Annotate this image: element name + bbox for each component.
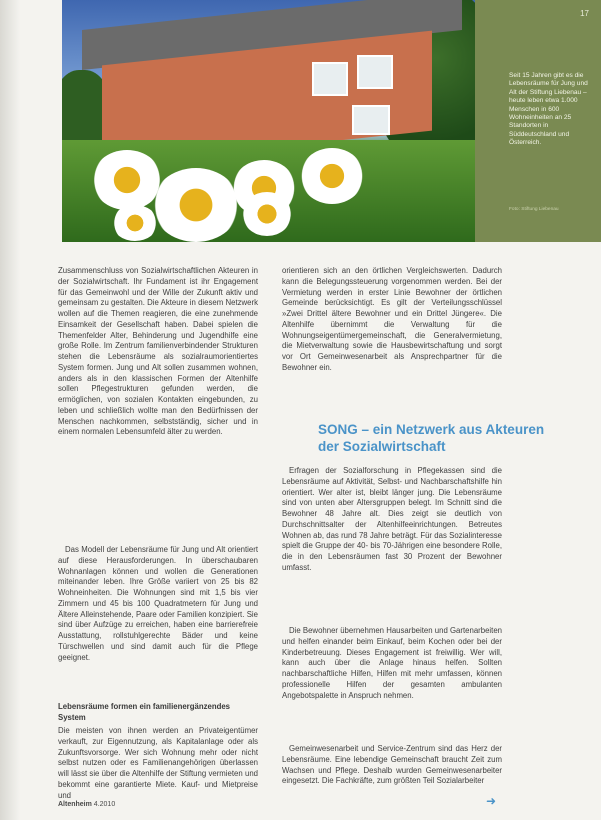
page-footer: [58, 801, 115, 808]
building-window: [312, 62, 348, 96]
daisy-flower: [152, 168, 240, 242]
article-column-right-bottom: [282, 466, 502, 798]
body-paragraph: Das Modell der Lebensräume für Jung und Alt orientiert auf diese Herausforderungen. In überschaubaren Wohnanlagen können und wollen die Generationen miteinander leben. Ihre Größe variiert von 25 bis 82 Wohneinheiten. Die Wohnungen sind mit 1,5 bis vier Zimmern und 45 bis 100 Quadratmetern für Jung und Ältere Alleinstehende, Paare oder Familien konzipiert. Sie sind über Aufzüge zu erreichen, haben eine barrierefreie Ausstattung, rollstuhlgerechte Bäder und keine Türschwellen und sind damit auch für die Pflege geeignet.: [58, 545, 258, 662]
building-window: [357, 55, 393, 89]
body-paragraph: Die meisten von ihnen werden an Privateigentümer verkauft, zur Eigennutzung, als Kapitalanlage oder als Zukunftsvorsorge. Wer sich Wohnung mehr oder nicht selbst nutzen oder es Familienangehörigen überlassen will lässt sie über die Altenhilfe der Stiftung vermieten und bekommt eine garantierte Miete. Kauf- und Mietpreise und: [58, 726, 258, 800]
building-photo: [62, 0, 475, 242]
article-column-right-top: [282, 266, 502, 394]
photo-caption: Seit 15 Jahren gibt es die Lebensräume für Jung und Alt der Stiftung Liebenau – heute leben etwa 1.000 Menschen in 600 Wohneinheiten an 25 Standorten in Süddeutschland und Österreich.: [509, 72, 588, 147]
body-paragraph: Gemeinwesenarbeit und Service-Zentrum sind das Herz der Lebensräume. Eine lebendige Gemeinschaft braucht Zeit zum Wachsen und Pflege. Deshalb wurden Gemeinwesenarbeiter eingesetzt. Die Fachkräfte, zum größten Teil Sozialarbeiter: [282, 744, 502, 786]
daisy-flower: [300, 148, 364, 204]
page-number: 17: [580, 9, 589, 18]
daisy-flower: [242, 192, 292, 236]
body-paragraph: Die Bewohner übernehmen Hausarbeiten und Gartenarbeiten und helfen einander beim Einkauf, beim Kochen oder bei der Kinderbetreuung. Dieses Engagement ist freiwillig. Wer will, kann auch über die Anlage hinaus helfen. Sollten nachbarschaftliche Hilfen, Hilfen mit mehr umfassen, können professionelle Hilfen der gesamten ambulanten Angebotspalette in Anspruch nehmen.: [282, 626, 502, 700]
building-window: [352, 105, 390, 135]
body-paragraph: orientieren sich an den örtlichen Vergleichswerten. Dadurch kann die Belegungssteuerung vorgenommen werden. Bei der Vermietung werden in erster Linie Bewohner der örtlichen Gemeinde berücksichtigt. Es gilt der Verteilungsschlüssel »Zwei Drittel ältere Bewohner und ein Drittel Jüngere«. Die Altenhilfe übernimmt die Verwaltung für die Wohnungseigentümergemeinschaft, die Generalvermietung, die Mietverwaltung sowie die Hausbewirtschaftung und sorgt vor Ort Gemeinwesenarbeit als Ansprechpartner für die Bewohner ein.: [282, 266, 502, 372]
arrow-right-icon[interactable]: ➜: [486, 794, 497, 808]
section-heading: SONG – ein Netzwerk aus Akteuren der Sozialwirtschaft: [318, 422, 545, 454]
issue-number: 4.2010: [93, 801, 116, 808]
body-paragraph: Zusammenschluss von Sozialwirtschaftlichen Akteuren in der Sozialwirtschaft. Ihr Fundament ist ihr Engagement für das Gemeinwohl und der Wille der Zukunft aktiv und gemeinsam zu gestalten. Die Akteure in diesem Netzwerk wollen auf die Themen reagieren, die eine zunehmende Einsamkeit der Gesellschaft haben. Dabei spielen die Themenfelder Alter, Behinderung und Jugendhilfe eine große Rolle. Im Zentrum familienverbindender Strukturen stehen die Lebensräume als sozialraumorientiertes System formen. Jung und Alt sollen zusammen wohnen, anders als in den klassischen Formen der Altenhilfe sollen Pflegestrukturen gefunden werden, die ermöglichen, von sozialen Kontakten eingebunden, zu leben und schließlich wollte man den Bedürfnissen der Menschen nachkommen, selbstständig, sicher und in einem normalen Lebensumfeld älter zu werden.: [58, 266, 258, 437]
page-fold-shadow: [0, 0, 20, 820]
photo-credit: Foto: Stiftung Liebenau: [509, 207, 559, 212]
daisy-flower: [112, 205, 158, 241]
magazine-name: Altenheim: [58, 801, 92, 808]
article-column-left: [58, 266, 258, 812]
subheading: Lebensräume formen ein familienergänzendes System: [58, 702, 231, 722]
body-paragraph: Erfragen der Sozialforschung in Pflegekassen sind die Lebensräume auf Aktivität, Selbst- und Nachbarschaftshilfe hin orientiert. Wer alter ist, bleibt länger jung. Die Lebensräume sind von unten aber Altersgruppen belegt. Im Schnitt sind die Bewohner 48 Jahre alt. Dies zeigt sie deutlich von Durchschnittsalter der Altenhilfeeinrichtungen. Betreutes Wohnen ab, das rund 78 Jahre beträgt. Für das Sozialinteresse spielt die Gruppe der 40- bis 70-Jährigen eine besondere Rolle, die in den Lebensräumen fast 30 Prozent der Bewohner umfasst.: [282, 466, 502, 572]
